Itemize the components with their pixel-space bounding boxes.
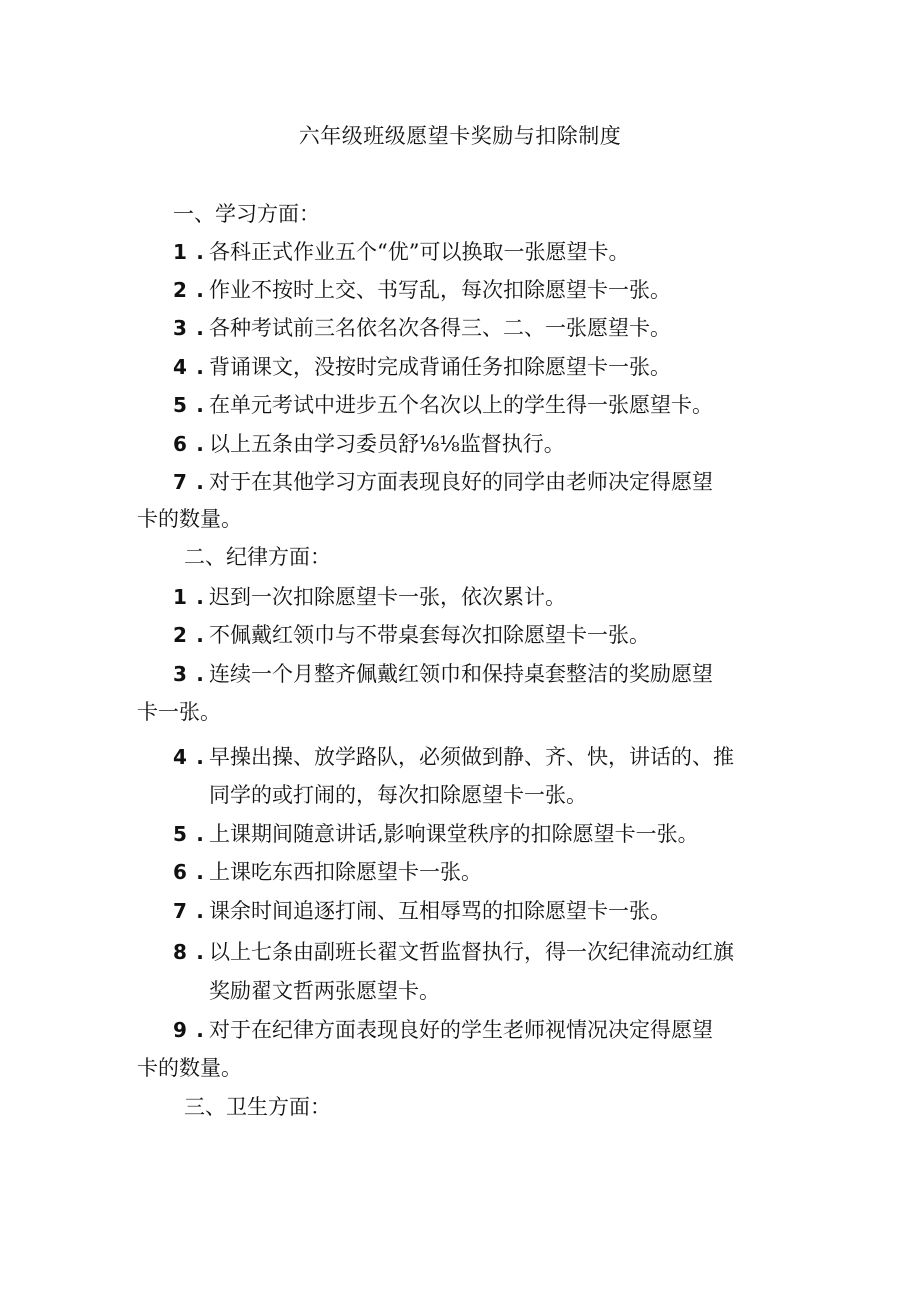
item-dot: .: [196, 662, 204, 686]
section-heading-study: 一、学习方面：: [173, 202, 320, 226]
list-item: [173, 429, 565, 459]
item-text: 连续一个月整齐佩戴红领巾和保持桌套整洁的奖励愿望: [209, 662, 713, 686]
item-text: 以上七条由副班长翟文哲监督执行，得一次纪律流动红旗: [209, 940, 734, 964]
item-text: 在单元考试中进步五个名次以上的学生得一张愿望卡。: [209, 393, 713, 417]
item-number: 6: [173, 432, 187, 456]
item-text: 不佩戴红领巾与不带桌套每次扣除愿望卡一张。: [209, 623, 650, 647]
list-item: [173, 467, 713, 497]
item-text: 背诵课文，没按时完成背诵任务扣除愿望卡一张。: [209, 355, 671, 379]
item-text: 对于在其他学习方面表现良好的同学由老师决定得愿望: [209, 470, 713, 494]
section-heading-hygiene: 三、卫生方面：: [184, 1095, 331, 1119]
item-dot: .: [196, 470, 204, 494]
item-dot: .: [196, 355, 204, 379]
item-text: 课余时间追逐打闹、互相辱骂的扣除愿望卡一张。: [209, 899, 671, 923]
item-number: 4: [173, 745, 187, 769]
list-item: [173, 620, 650, 650]
list-item: [173, 237, 629, 267]
list-item: [173, 390, 713, 420]
item-number: 7: [173, 470, 187, 494]
list-item: [173, 937, 734, 967]
item-dot: .: [196, 240, 204, 264]
item-number: 5: [173, 822, 187, 846]
item-text-continuation: 卡的数量。: [137, 1056, 242, 1080]
item-text: 上课吃东西扣除愿望卡一张。: [209, 860, 482, 884]
item-number: 2: [173, 278, 187, 302]
list-item: [173, 819, 699, 849]
list-item: [173, 1015, 713, 1045]
item-number: 2: [173, 623, 187, 647]
item-text: 早操出操、放学路队，必须做到静、齐、快，讲话的、推: [209, 745, 734, 769]
list-item: [173, 896, 671, 926]
item-number: 7: [173, 899, 187, 923]
item-dot: .: [196, 940, 204, 964]
item-number: 9: [173, 1018, 187, 1042]
item-text-continuation: 同学的或打闹的，每次扣除愿望卡一张。: [209, 783, 587, 807]
item-dot: .: [196, 745, 204, 769]
list-item: [173, 275, 671, 305]
item-text: 各科正式作业五个“优”可以换取一张愿望卡。: [209, 240, 630, 264]
item-dot: .: [196, 585, 204, 609]
item-number: 3: [173, 662, 187, 686]
item-number: 4: [173, 355, 187, 379]
item-text: 各种考试前三名依名次各得三、二、一张愿望卡。: [209, 316, 671, 340]
list-item: [173, 857, 482, 887]
item-number: 8: [173, 940, 187, 964]
item-text-continuation: 奖励翟文哲两张愿望卡。: [209, 979, 440, 1003]
list-item: [173, 659, 713, 689]
item-number: 1: [173, 240, 187, 264]
section-heading-discipline: 二、纪律方面：: [184, 545, 331, 569]
item-text: 以上五条由学习委员舒⅛⅛监督执行。: [209, 432, 565, 456]
item-text-continuation: 卡一张。: [137, 700, 221, 724]
item-number: 5: [173, 393, 187, 417]
document-title: 六年级班级愿望卡奖励与扣除制度: [298, 124, 622, 148]
item-dot: .: [196, 899, 204, 923]
item-dot: .: [196, 316, 204, 340]
item-dot: .: [196, 432, 204, 456]
item-text: 作业不按时上交、书写乱，每次扣除愿望卡一张。: [209, 278, 671, 302]
item-dot: .: [196, 822, 204, 846]
list-item: [173, 313, 671, 343]
item-number: 6: [173, 860, 187, 884]
item-number: 1: [173, 585, 187, 609]
item-text: 迟到一次扣除愿望卡一张，依次累计。: [209, 585, 566, 609]
item-dot: .: [196, 623, 204, 647]
item-dot: .: [196, 393, 204, 417]
item-text: 对于在纪律方面表现良好的学生老师视情况决定得愿望: [209, 1018, 713, 1042]
item-dot: .: [196, 860, 204, 884]
item-text-continuation: 卡的数量。: [137, 507, 242, 531]
item-text: 上课期间随意讲话,影响课堂秩序的扣除愿望卡一张。: [209, 822, 699, 846]
item-dot: .: [196, 278, 204, 302]
list-item: [173, 742, 734, 772]
item-dot: .: [196, 1018, 204, 1042]
list-item: [173, 582, 566, 612]
list-item: [173, 352, 671, 382]
item-number: 3: [173, 316, 187, 340]
